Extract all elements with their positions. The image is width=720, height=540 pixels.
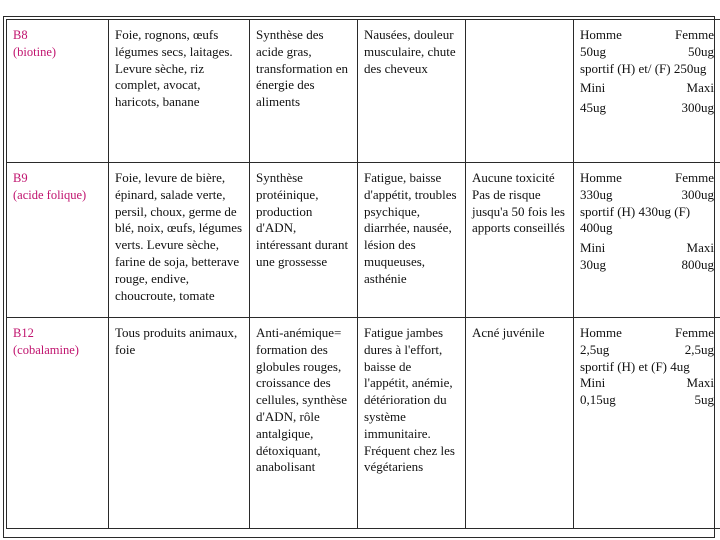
toxicity-cell: [466, 20, 574, 163]
male-label: Homme: [580, 170, 622, 185]
athlete-dose: sportif (H) 430ug (F) 400ug: [580, 203, 691, 236]
vitamin-alt-name: (cobalamine): [13, 342, 79, 357]
max-label: Maxi: [686, 240, 714, 256]
vitamin-name: B8: [13, 28, 28, 42]
vitamin-alt-name: (acide folique): [13, 187, 87, 202]
role-cell: Synthèse des acide gras, transformation en énergie des aliments: [250, 20, 358, 163]
min-dose: 0,15ug: [580, 392, 616, 408]
vitamin-alt-name: (biotine): [13, 44, 57, 59]
dose-cell: [574, 20, 720, 163]
min-dose: 30ug: [580, 256, 606, 272]
female-dose: 2,5ug: [684, 341, 714, 357]
max-dose: 5ug: [694, 392, 714, 408]
min-label: Mini: [580, 375, 606, 391]
role-cell: Anti-anémique= formation des globules rouges, croissance des cellules, synthèse d'ADN, rôle antalgique, détoxiquant, anabolisant: [250, 318, 358, 529]
athlete-dose: sportif (H) et (F) 4ug: [580, 358, 690, 374]
vitamin-name: B9: [13, 171, 28, 185]
toxicity-cell: Acné juvénile: [466, 318, 574, 529]
deficiency-cell: Fatigue, baisse d'appétit, troubles psychique, diarrhée, nausée, lésion des muqueuses, asthénie: [358, 163, 466, 318]
max-label: Maxi: [686, 80, 714, 96]
vitamin-cell: [7, 20, 109, 163]
role-cell: Synthèse protéinique, production d'ADN, intéressant durant une grossesse: [250, 163, 358, 318]
female-dose: 50ug: [688, 43, 714, 59]
max-dose: 800ug: [681, 256, 714, 272]
min-label: Mini: [580, 240, 606, 256]
table-row: [7, 20, 720, 163]
female-label: Femme: [675, 27, 714, 42]
min-label: Mini: [580, 80, 606, 96]
deficiency-cell: Fatigue jambes dures à l'effort, baisse de l'appétit, anémie, détérioration du système immunitaire. Fréquent chez les végétariens: [358, 318, 466, 529]
male-label: Homme: [580, 27, 622, 42]
vitamin-cell: [7, 318, 109, 529]
max-label: Maxi: [686, 375, 714, 391]
min-dose: 45ug: [580, 100, 606, 116]
male-dose: 330ug: [580, 186, 613, 202]
vitamin-cell: [7, 163, 109, 318]
vitamin-table: [6, 19, 720, 529]
vitamin-name: B12: [13, 326, 34, 340]
sources-cell: Foie, levure de bière, épinard, salade verte, persil, choux, germe de blé, noix, œufs, légumes verts. Levure sèche, farine de soja, betterave rouge, endive, choucroute, tomate: [109, 163, 250, 318]
deficiency-cell: Nausées, douleur musculaire, chute des cheveux: [358, 20, 466, 163]
toxicity-cell: Aucune toxicité Pas de risque jusqu'a 50 fois les apports conseillés: [466, 163, 574, 318]
sources-cell: Tous produits animaux, foie: [109, 318, 250, 529]
male-dose: 2,5ug: [580, 341, 610, 357]
female-dose: 300ug: [681, 186, 714, 202]
dose-cell: [574, 318, 720, 529]
sources-cell: Foie, rognons, œufs légumes secs, laitages. Levure sèche, riz complet, avocat, haricots, banane: [109, 20, 250, 163]
female-label: Femme: [675, 325, 714, 340]
male-label: Homme: [580, 325, 622, 340]
male-dose: 50ug: [580, 43, 606, 59]
athlete-dose: sportif (H) et/ (F) 250ug: [580, 60, 707, 76]
dose-cell: [574, 163, 720, 318]
max-dose: 300ug: [681, 100, 714, 116]
table-row: [7, 318, 720, 529]
table-row: [7, 163, 720, 318]
female-label: Femme: [675, 170, 714, 185]
